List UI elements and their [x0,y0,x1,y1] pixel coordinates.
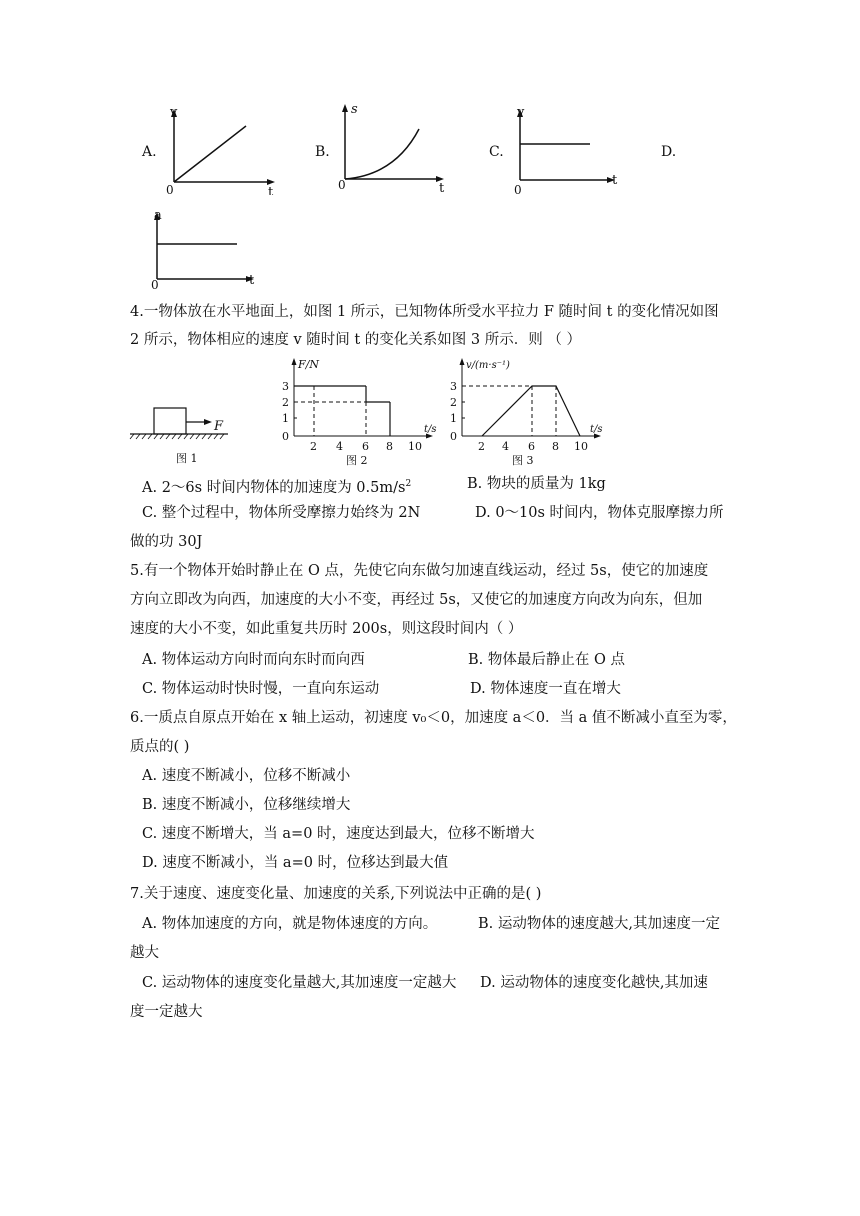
graph-option-b [333,97,458,195]
q4-stem-line2: 2 所示，物体相应的速度 v 随时间 t 的变化关系如图 3 所示．则 （ ） [130,332,581,348]
fig2-xtick-8: 8 [386,440,393,453]
q7-option-c: C. 运动物体的速度变化量越大,其加速度一定越大 [142,975,457,991]
q7-option-d-line2: 度一定越大 [130,1004,203,1020]
q6-option-d: D. 速度不断减小，当 a=0 时，位移达到最大值 [142,855,449,871]
fig3-xlabel: t/s [590,424,603,435]
q5-stem-line3: 速度的大小不变，如此重复共历时 200s，则这段时间内（ ） [130,621,523,637]
fig2-ylabel: F/N [298,358,319,371]
q5-stem-line1: 5.有一个物体开始时静止在 O 点，先使它向东做匀加速直线运动，经过 5s，使它的加速度 [130,563,709,579]
fig2-caption: 图 2 [346,454,368,466]
force-label: F [214,419,224,434]
graph-a-xlabel: t [268,185,274,195]
q4-stem-line1: 4.一物体放在水平地面上，如图 1 所示，已知物体所受水平拉力 F 随时间 t 的变化情况如图 [130,304,719,320]
q6-stem-line2: 质点的( ) [130,739,190,755]
fig3-ylabel: v/(m·s⁻¹) [466,360,510,371]
q4-option-c: C. 整个过程中，物体所受摩擦力始终为 2N [142,505,421,521]
fig3-ytick-2: 2 [450,396,457,409]
graph-b-origin: 0 [338,178,346,192]
fig2-ytick-1: 1 [282,412,289,425]
graph-d-origin: 0 [151,278,159,292]
fig3-xtick-8: 8 [552,440,559,453]
fig2-xtick-2: 2 [310,440,317,453]
graph-c-ylabel: v [517,105,525,120]
q5-option-b: B. 物体最后静止在 O 点 [468,652,625,668]
fig3-xtick-10: 10 [574,440,588,453]
graph-option-c [508,100,633,195]
fig3-caption: 图 3 [512,454,534,466]
fig2-xlabel: t/s [424,424,437,435]
q4-figure-2 [278,356,448,466]
fig2-xtick-6: 6 [362,440,369,453]
q4-figure-3 [446,356,616,466]
option-label-b: B. [315,144,330,160]
q4-option-d-line2: 做的功 30J [130,534,203,550]
fig2-ytick-3: 3 [282,380,289,393]
q5-option-c: C. 物体运动时快时慢，一直向东运动 [142,681,380,697]
q7-option-b-line1: B. 运动物体的速度越大,其加速度一定 [478,916,720,932]
fig3-ytick-3: 3 [450,380,457,393]
q6-option-b: B. 速度不断减小，位移继续增大 [142,797,351,813]
q5-option-d: D. 物体速度一直在增大 [470,681,621,697]
q7-stem: 7.关于速度、速度变化量、加速度的关系,下列说法中正确的是( ) [130,886,542,902]
q7-option-a: A. 物体加速度的方向，就是物体速度的方向。 [142,916,438,932]
option-label-a: A. [142,144,157,160]
fig2-ytick-2: 2 [282,396,289,409]
graph-option-d [145,205,270,295]
fig3-xtick-6: 6 [528,440,535,453]
fig2-xtick-10: 10 [408,440,422,453]
option-label-c: C. [489,144,504,160]
q7-option-b-line2: 越大 [130,945,159,961]
graph-a-ylabel: v [170,105,178,120]
graph-b-ylabel: s [351,102,358,117]
graph-b-xlabel: t [439,181,445,195]
option-label-d: D. [661,144,677,160]
fig1-caption: 图 1 [176,452,198,465]
fig2-xtick-4: 4 [336,440,343,453]
q4-option-b: B. 物块的质量为 1kg [467,476,606,492]
q5-stem-line2: 方向立即改为向西，加速度的大小不变，再经过 5s，又使它的加速度方向改为向东，但加 [130,592,703,608]
graph-c-origin: 0 [514,183,522,195]
q4-option-a: A. 2～6s 时间内物体的加速度为 $0.5m/s^2$ [142,479,412,496]
q4-option-d-line1: D. 0～10s 时间内，物体克服摩擦力所 [475,505,724,521]
q7-option-d-line1: D. 运动物体的速度变化越快,其加速 [480,975,708,991]
graph-c-xlabel: t [612,173,618,188]
fig3-ytick-0: 0 [450,430,457,443]
graph-option-a [158,100,283,195]
graph-a-origin: 0 [166,183,174,195]
fig2-ytick-0: 0 [282,430,289,443]
q5-option-a: A. 物体运动方向时而向东时而向西 [142,652,365,668]
fig3-ytick-1: 1 [450,412,457,425]
fig3-xtick-2: 2 [478,440,485,453]
q6-option-a: A. 速度不断减小，位移不断减小 [142,768,351,784]
graph-d-ylabel: a [154,208,162,223]
q4-figure-1 [128,400,238,468]
q6-stem-line1: 6.一质点自原点开始在 x 轴上运动，初速度 v₀＜0，加速度 a＜0．当 a 值不断减小直至为零， [130,710,737,726]
fig3-xtick-4: 4 [502,440,509,453]
graph-d-xlabel: t [249,273,255,288]
q6-option-c: C. 速度不断增大，当 a=0 时，速度达到最大，位移不断增大 [142,826,535,842]
